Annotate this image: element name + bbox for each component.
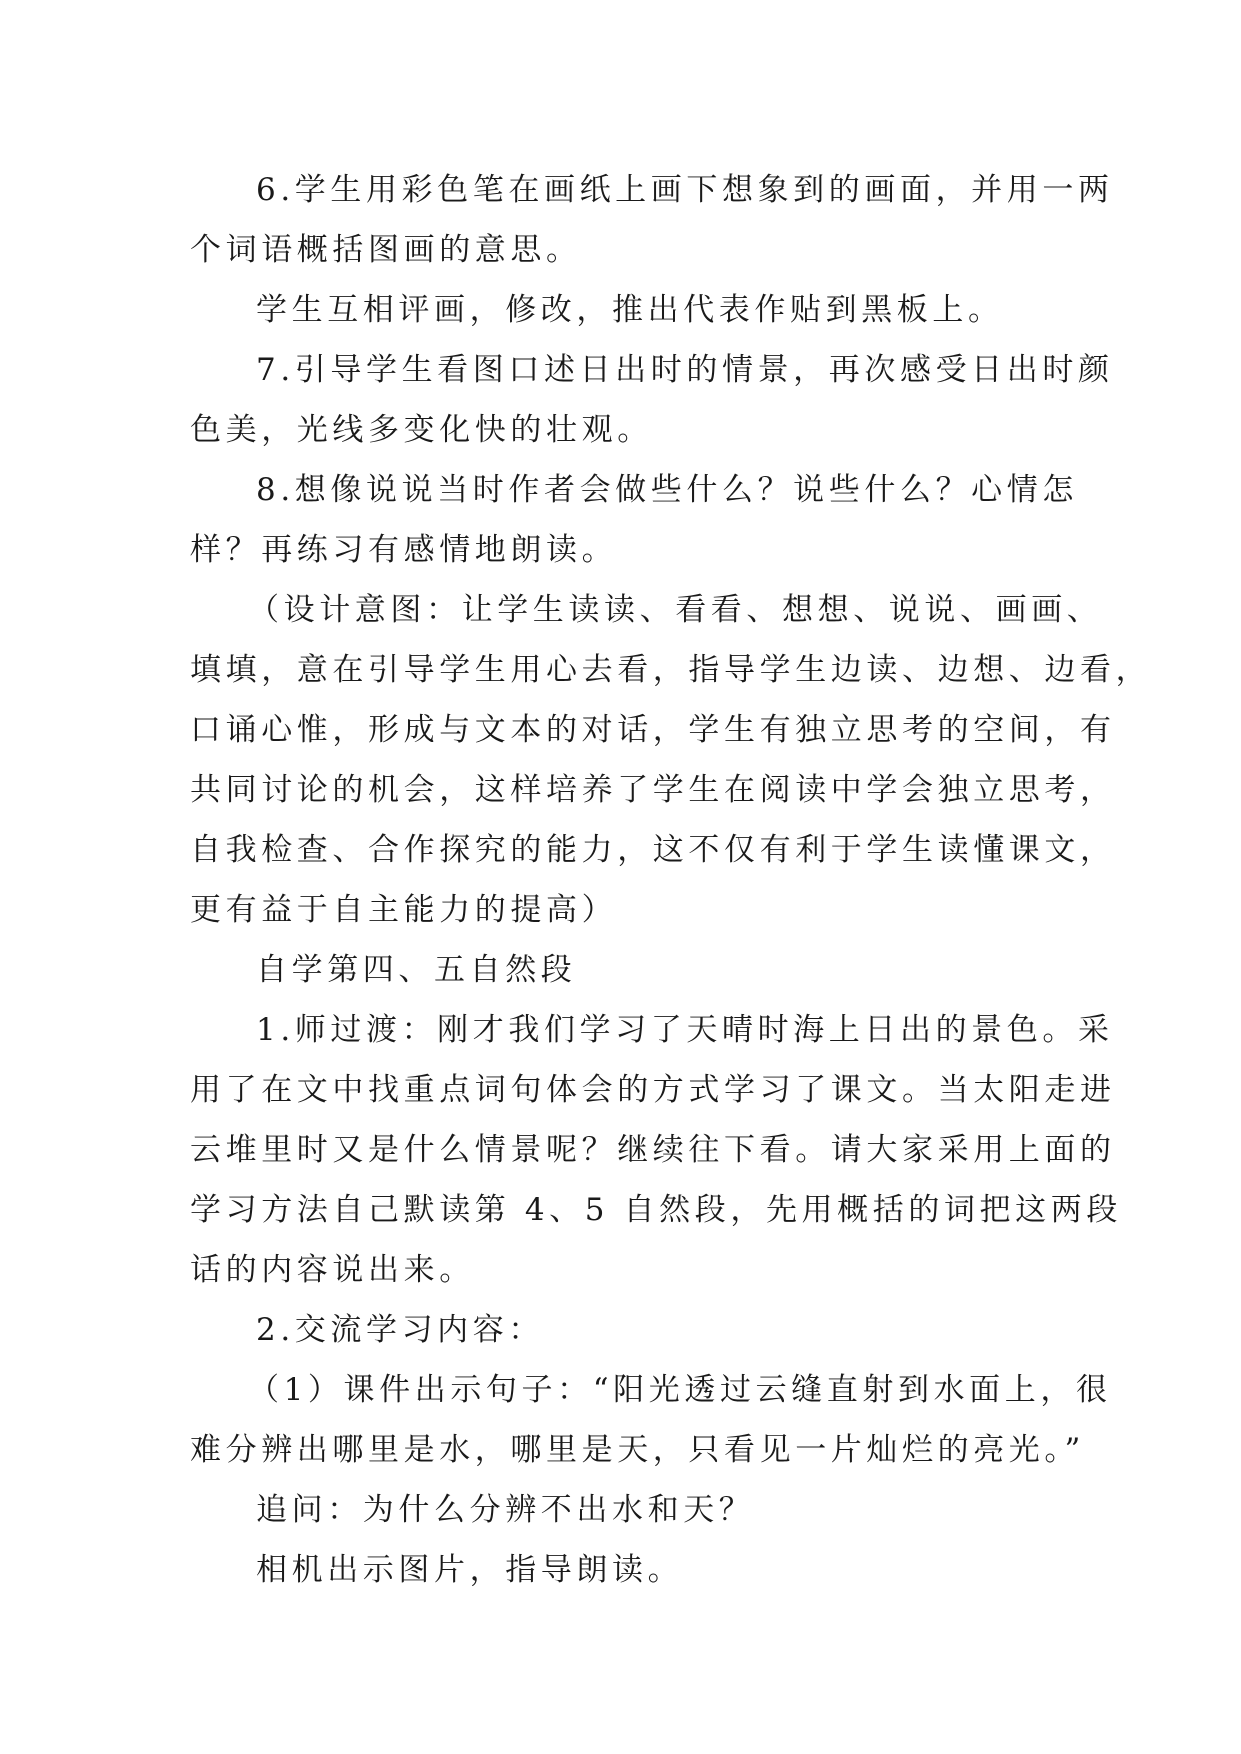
text-line: 共同讨论的机会，这样培养了学生在阅读中学会独立思考，	[190, 772, 1116, 808]
text-line: 话的内容说出来。	[190, 1252, 475, 1288]
text-line: 色美，光线多变化快的壮观。	[190, 412, 653, 448]
text-line: 1.师过渡：刚才我们学习了天晴时海上日出的景色。采	[256, 1012, 1114, 1048]
text-line: （设计意图：让学生读读、看看、想想、说说、画画、	[248, 592, 1103, 628]
text-line: 口诵心惟，形成与文本的对话，学生有独立思考的空间，有	[190, 712, 1116, 748]
text-line: 个词语概括图画的意思。	[190, 232, 582, 268]
text-line: 6.学生用彩色笔在画纸上画下想象到的画面，并用一两	[256, 172, 1114, 208]
text-line: 难分辨出哪里是水，哪里是天，只看见一片灿烂的亮光。”	[190, 1432, 1085, 1468]
text-line: 2.交流学习内容：	[256, 1312, 544, 1348]
text-line: 用了在文中找重点词句体会的方式学习了课文。当太阳走进	[190, 1072, 1116, 1108]
text-line: 学习方法自己默读第 4、5 自然段，先用概括的词把这两段	[190, 1192, 1122, 1228]
document-body	[190, 160, 1152, 1600]
text-line: 自我检查、合作探究的能力，这不仅有利于学生读懂课文，	[190, 832, 1116, 868]
text-line: 更有益于自主能力的提高）	[190, 892, 618, 928]
text-line: 填填，意在引导学生用心去看，指导学生边读、边想、边看，	[190, 652, 1152, 688]
text-line: （1）课件出示句子：“阳光透过云缝直射到水面上，很	[248, 1372, 1112, 1408]
text-line: 云堆里时又是什么情景呢？继续往下看。请大家采用上面的	[190, 1132, 1116, 1168]
text-line: 7.引导学生看图口述日出时的情景，再次感受日出时颜	[256, 352, 1114, 388]
text-line: 自学第四、五自然段	[256, 952, 577, 988]
text-line: 8.想像说说当时作者会做些什么？说些什么？心情怎	[256, 472, 1078, 508]
text-line: 追问：为什么分辨不出水和天？	[256, 1492, 755, 1528]
text-line: 样？再练习有感情地朗读。	[190, 532, 618, 568]
text-line: 相机出示图片，指导朗读。	[256, 1552, 684, 1588]
text-line: 学生互相评画，修改，推出代表作贴到黑板上。	[256, 292, 1004, 328]
